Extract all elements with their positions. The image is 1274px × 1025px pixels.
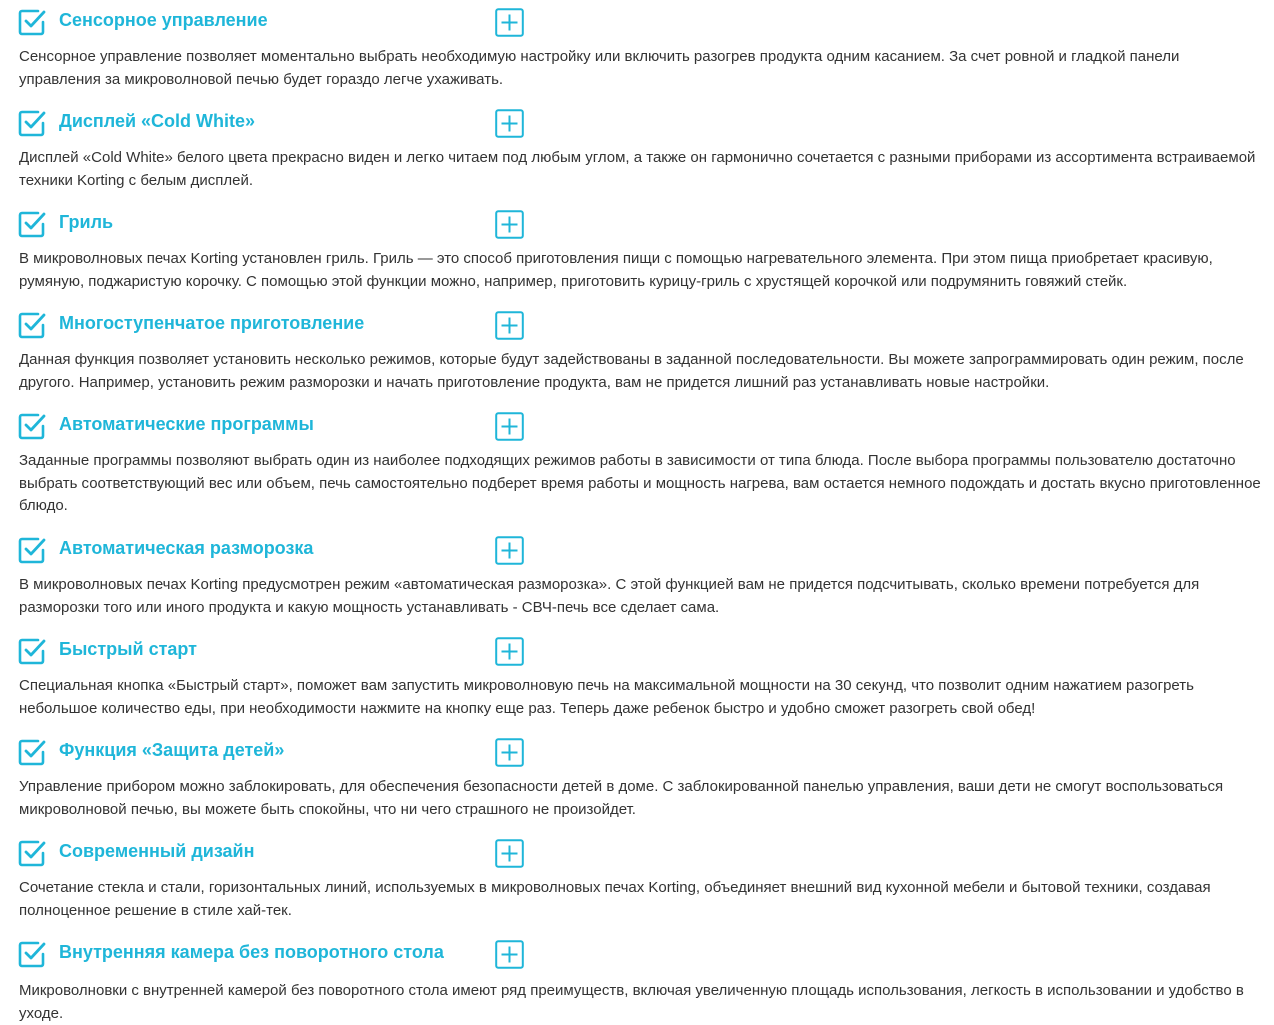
feature-description: Микроволновки с внутренней камерой без поворотного стола имеют ряд преимуществ, включая увеличенную площадь использования, легкость в использовании и удобство в уходе. xyxy=(19,982,1244,1022)
feature-title: Современный дизайн xyxy=(59,841,255,861)
feature-title: Функция «Защита детей» xyxy=(59,740,285,760)
checkbox-check-icon xyxy=(18,412,46,440)
feature-header xyxy=(18,311,538,341)
feature-description: Управление прибором можно заблокировать, для обеспечения безопасности детей в доме. С заблокированной панелью управления, ваши дети не смогут воспользоваться микроволновой печью, вы можете быть спокойны, что ни чего страшного не произойдет. xyxy=(19,778,1224,818)
plus-square-icon xyxy=(495,738,524,767)
feature-description: Данная функция позволяет установить несколько режимов, которые будут задействованы в заданной последовательности. Вы можете запрограммировать один режим, после другого. Например, установить режим разморозки и начать приготовление продукта, вам не придется лишний раз устанавливать новые настройки. xyxy=(19,351,1244,391)
feature-header xyxy=(18,109,538,139)
plus-square-icon xyxy=(495,536,524,565)
expand-button[interactable] xyxy=(495,109,524,138)
expand-button[interactable] xyxy=(495,536,524,565)
checkbox-check-icon xyxy=(18,210,46,238)
plus-square-icon xyxy=(495,940,524,969)
expand-button[interactable] xyxy=(495,940,524,969)
feature-header xyxy=(18,536,538,566)
checkbox-check-icon xyxy=(18,738,46,766)
expand-button[interactable] xyxy=(495,210,524,239)
feature-description: Сенсорное управление позволяет моментально выбрать необходимую настройку или включить разогрев продукта одним касанием. За счет ровной и гладкой панели управления за микроволновой печью будет гораздо легче ухаживать. xyxy=(19,48,1180,88)
feature-header xyxy=(18,210,538,240)
feature-title: Сенсорное управление xyxy=(59,10,268,30)
feature-header xyxy=(18,940,538,970)
expand-button[interactable] xyxy=(495,839,524,868)
plus-square-icon xyxy=(495,637,524,666)
expand-button[interactable] xyxy=(495,637,524,666)
checkbox-check-icon xyxy=(18,839,46,867)
feature-header xyxy=(18,738,538,768)
feature-header xyxy=(18,412,538,442)
checkbox-check-icon xyxy=(18,311,46,339)
feature-description: Заданные программы позволяют выбрать один из наиболее подходящих режимов работы в зависимости от типа блюда. После выбора программы пользователю достаточно выбрать соответствующий вес или объем, печь самостоятельно подберет время работы и мощность нагрева, вам остается немного подождать и достать вкусно приготовленное блюдо. xyxy=(19,452,1261,514)
checkbox-check-icon xyxy=(18,8,46,36)
feature-title: Многоступенчатое приготовление xyxy=(59,313,365,333)
feature-title: Дисплей «Cold White» xyxy=(59,111,256,131)
plus-square-icon xyxy=(495,311,524,340)
plus-square-icon xyxy=(495,8,524,37)
feature-description: В микроволновых печах Korting установлен гриль. Гриль — это способ приготовления пищи с помощью нагревательного элемента. При этом пища приобретает красивую, румяную, поджаристую корочку. С помощью этой функции можно, например, приготовить курицу-гриль с хрустящей корочкой или подрумянить говяжий стейк. xyxy=(19,250,1213,290)
plus-square-icon xyxy=(495,109,524,138)
plus-square-icon xyxy=(495,412,524,441)
expand-button[interactable] xyxy=(495,8,524,37)
feature-description: Сочетание стекла и стали, горизонтальных линий, используемых в микроволновых печах Korting, объединяет внешний вид кухонной мебели и бытовой техники, создавая полноценное решение в стиле хай-тек. xyxy=(19,879,1211,919)
expand-button[interactable] xyxy=(495,412,524,441)
feature-description: В микроволновых печах Korting предусмотрен режим «автоматическая разморозка». С этой функцией вам не придется подсчитывать, сколько времени потребуется для разморозки того или иного продукта и какую мощность устанавливать - СВЧ-печь все сделает сама. xyxy=(19,576,1200,616)
feature-title: Внутренняя камера без поворотного стола xyxy=(59,942,444,962)
expand-button[interactable] xyxy=(495,738,524,767)
checkbox-check-icon xyxy=(18,536,46,564)
feature-header xyxy=(18,8,538,38)
plus-square-icon xyxy=(495,839,524,868)
feature-title: Быстрый старт xyxy=(59,639,197,659)
expand-button[interactable] xyxy=(495,311,524,340)
feature-description: Специальная кнопка «Быстрый старт», поможет вам запустить микроволновую печь на максимальной мощности на 30 секунд, что позволит одним нажатием разогреть небольшое количество еды, при необходимости нажмите на кнопку еще раз. Теперь даже ребенок быстро и удобно сможет разогреть свой обед! xyxy=(19,677,1194,717)
feature-header xyxy=(18,637,538,667)
checkbox-check-icon xyxy=(18,109,46,137)
checkbox-check-icon xyxy=(18,940,46,968)
feature-title: Гриль xyxy=(59,212,114,232)
feature-title: Автоматические программы xyxy=(59,414,314,434)
plus-square-icon xyxy=(495,210,524,239)
feature-header xyxy=(18,839,538,869)
feature-title: Автоматическая разморозка xyxy=(59,538,314,558)
checkbox-check-icon xyxy=(18,637,46,665)
feature-description: Дисплей «Cold White» белого цвета прекрасно виден и легко читаем под любым углом, а также он гармонично сочетается с разными приборами из ассортимента встраиваемой техники Korting с белым дисплей. xyxy=(19,149,1256,189)
